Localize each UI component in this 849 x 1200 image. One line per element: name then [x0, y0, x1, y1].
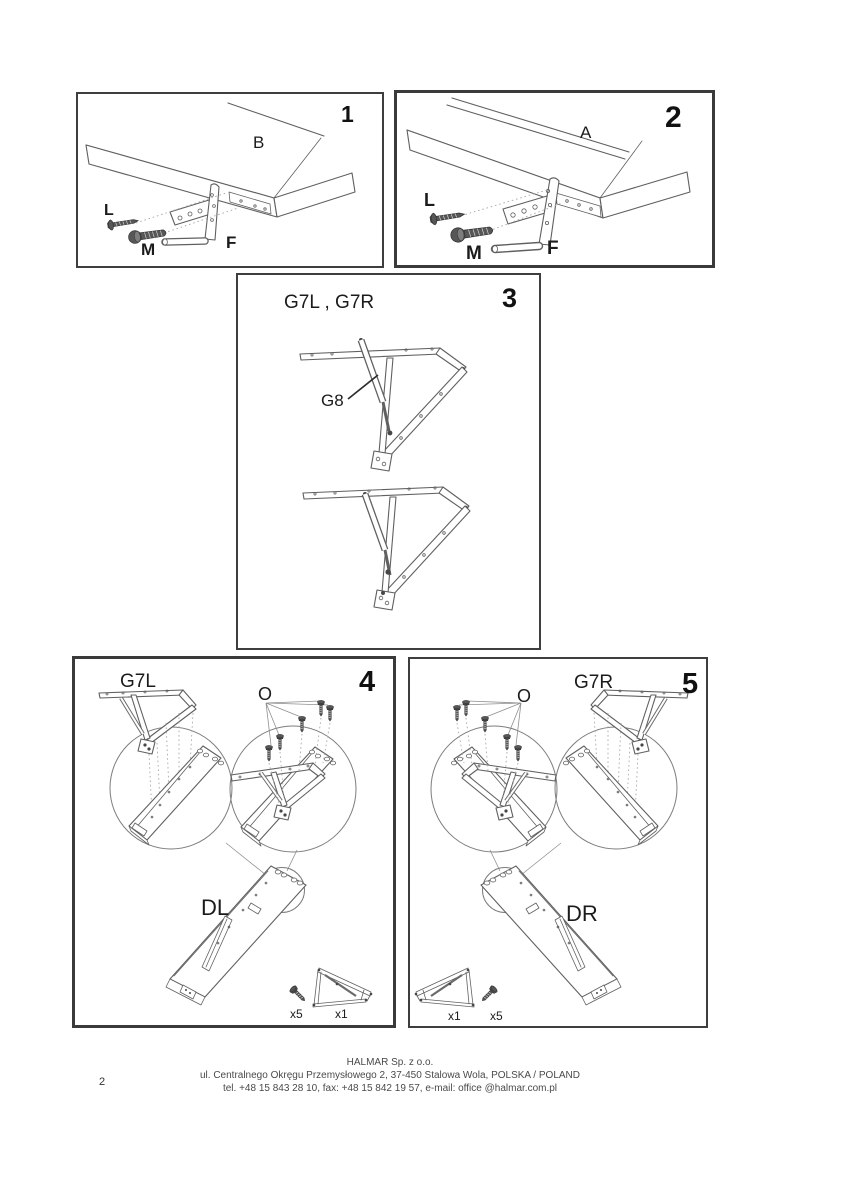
mechanism-qty-label: x1 — [448, 1009, 461, 1023]
part-label-screw-large: M — [141, 240, 156, 259]
board-label: DR — [566, 901, 598, 926]
screw-qty-label: x5 — [290, 1007, 303, 1021]
part-label-strut: G8 — [321, 391, 344, 410]
parts-title: G7L , G7R — [284, 292, 375, 313]
step3-illustration — [238, 275, 539, 648]
step-panel-5 — [408, 657, 708, 1028]
g8-pointer-line — [348, 375, 378, 399]
mechanism-label: G7L — [120, 671, 156, 692]
part-label-board: A — [580, 123, 592, 142]
mechanism-qty-label: x1 — [335, 1007, 348, 1021]
mechanism-label: G7R — [574, 672, 614, 693]
footer-address: ul. Centralnego Okręgu Przemysłowego 2, 37-450 Stalowa Wola, POLSKA / POLAND — [199, 1070, 580, 1081]
part-label-board: B — [253, 133, 265, 152]
part-label-screw-small: L — [424, 190, 435, 210]
step4-illustration — [75, 659, 393, 1025]
screws-label: O — [517, 686, 532, 706]
part-label-screw-large: M — [466, 243, 482, 264]
step-number: 3 — [502, 283, 517, 313]
step-panel-2 — [394, 90, 715, 268]
step-number: 5 — [682, 668, 698, 700]
footer — [0, 1056, 780, 1095]
board-label: DL — [201, 895, 230, 920]
step-panel-1 — [76, 92, 384, 268]
part-label-bracket: F — [226, 233, 237, 252]
mechanism-drawing — [303, 487, 470, 610]
part-label-screw-small: L — [104, 202, 114, 219]
part-label-bracket: F — [547, 238, 559, 259]
screw-qty-label: x5 — [490, 1009, 503, 1023]
step-panel-3 — [236, 273, 541, 650]
step5-illustration — [410, 659, 706, 1026]
footer-contact: tel. +48 15 843 28 10, fax: +48 15 842 19 57, e-mail: office @halmar.com.pl — [222, 1083, 558, 1094]
step-panel-4 — [72, 656, 396, 1028]
step-number: 2 — [665, 101, 681, 134]
page-number: 2 — [99, 1076, 106, 1088]
screws-label: O — [258, 684, 273, 704]
step-number: 1 — [341, 101, 353, 127]
step-number: 4 — [359, 666, 375, 698]
footer-company: HALMAR Sp. z o.o. — [346, 1057, 434, 1068]
